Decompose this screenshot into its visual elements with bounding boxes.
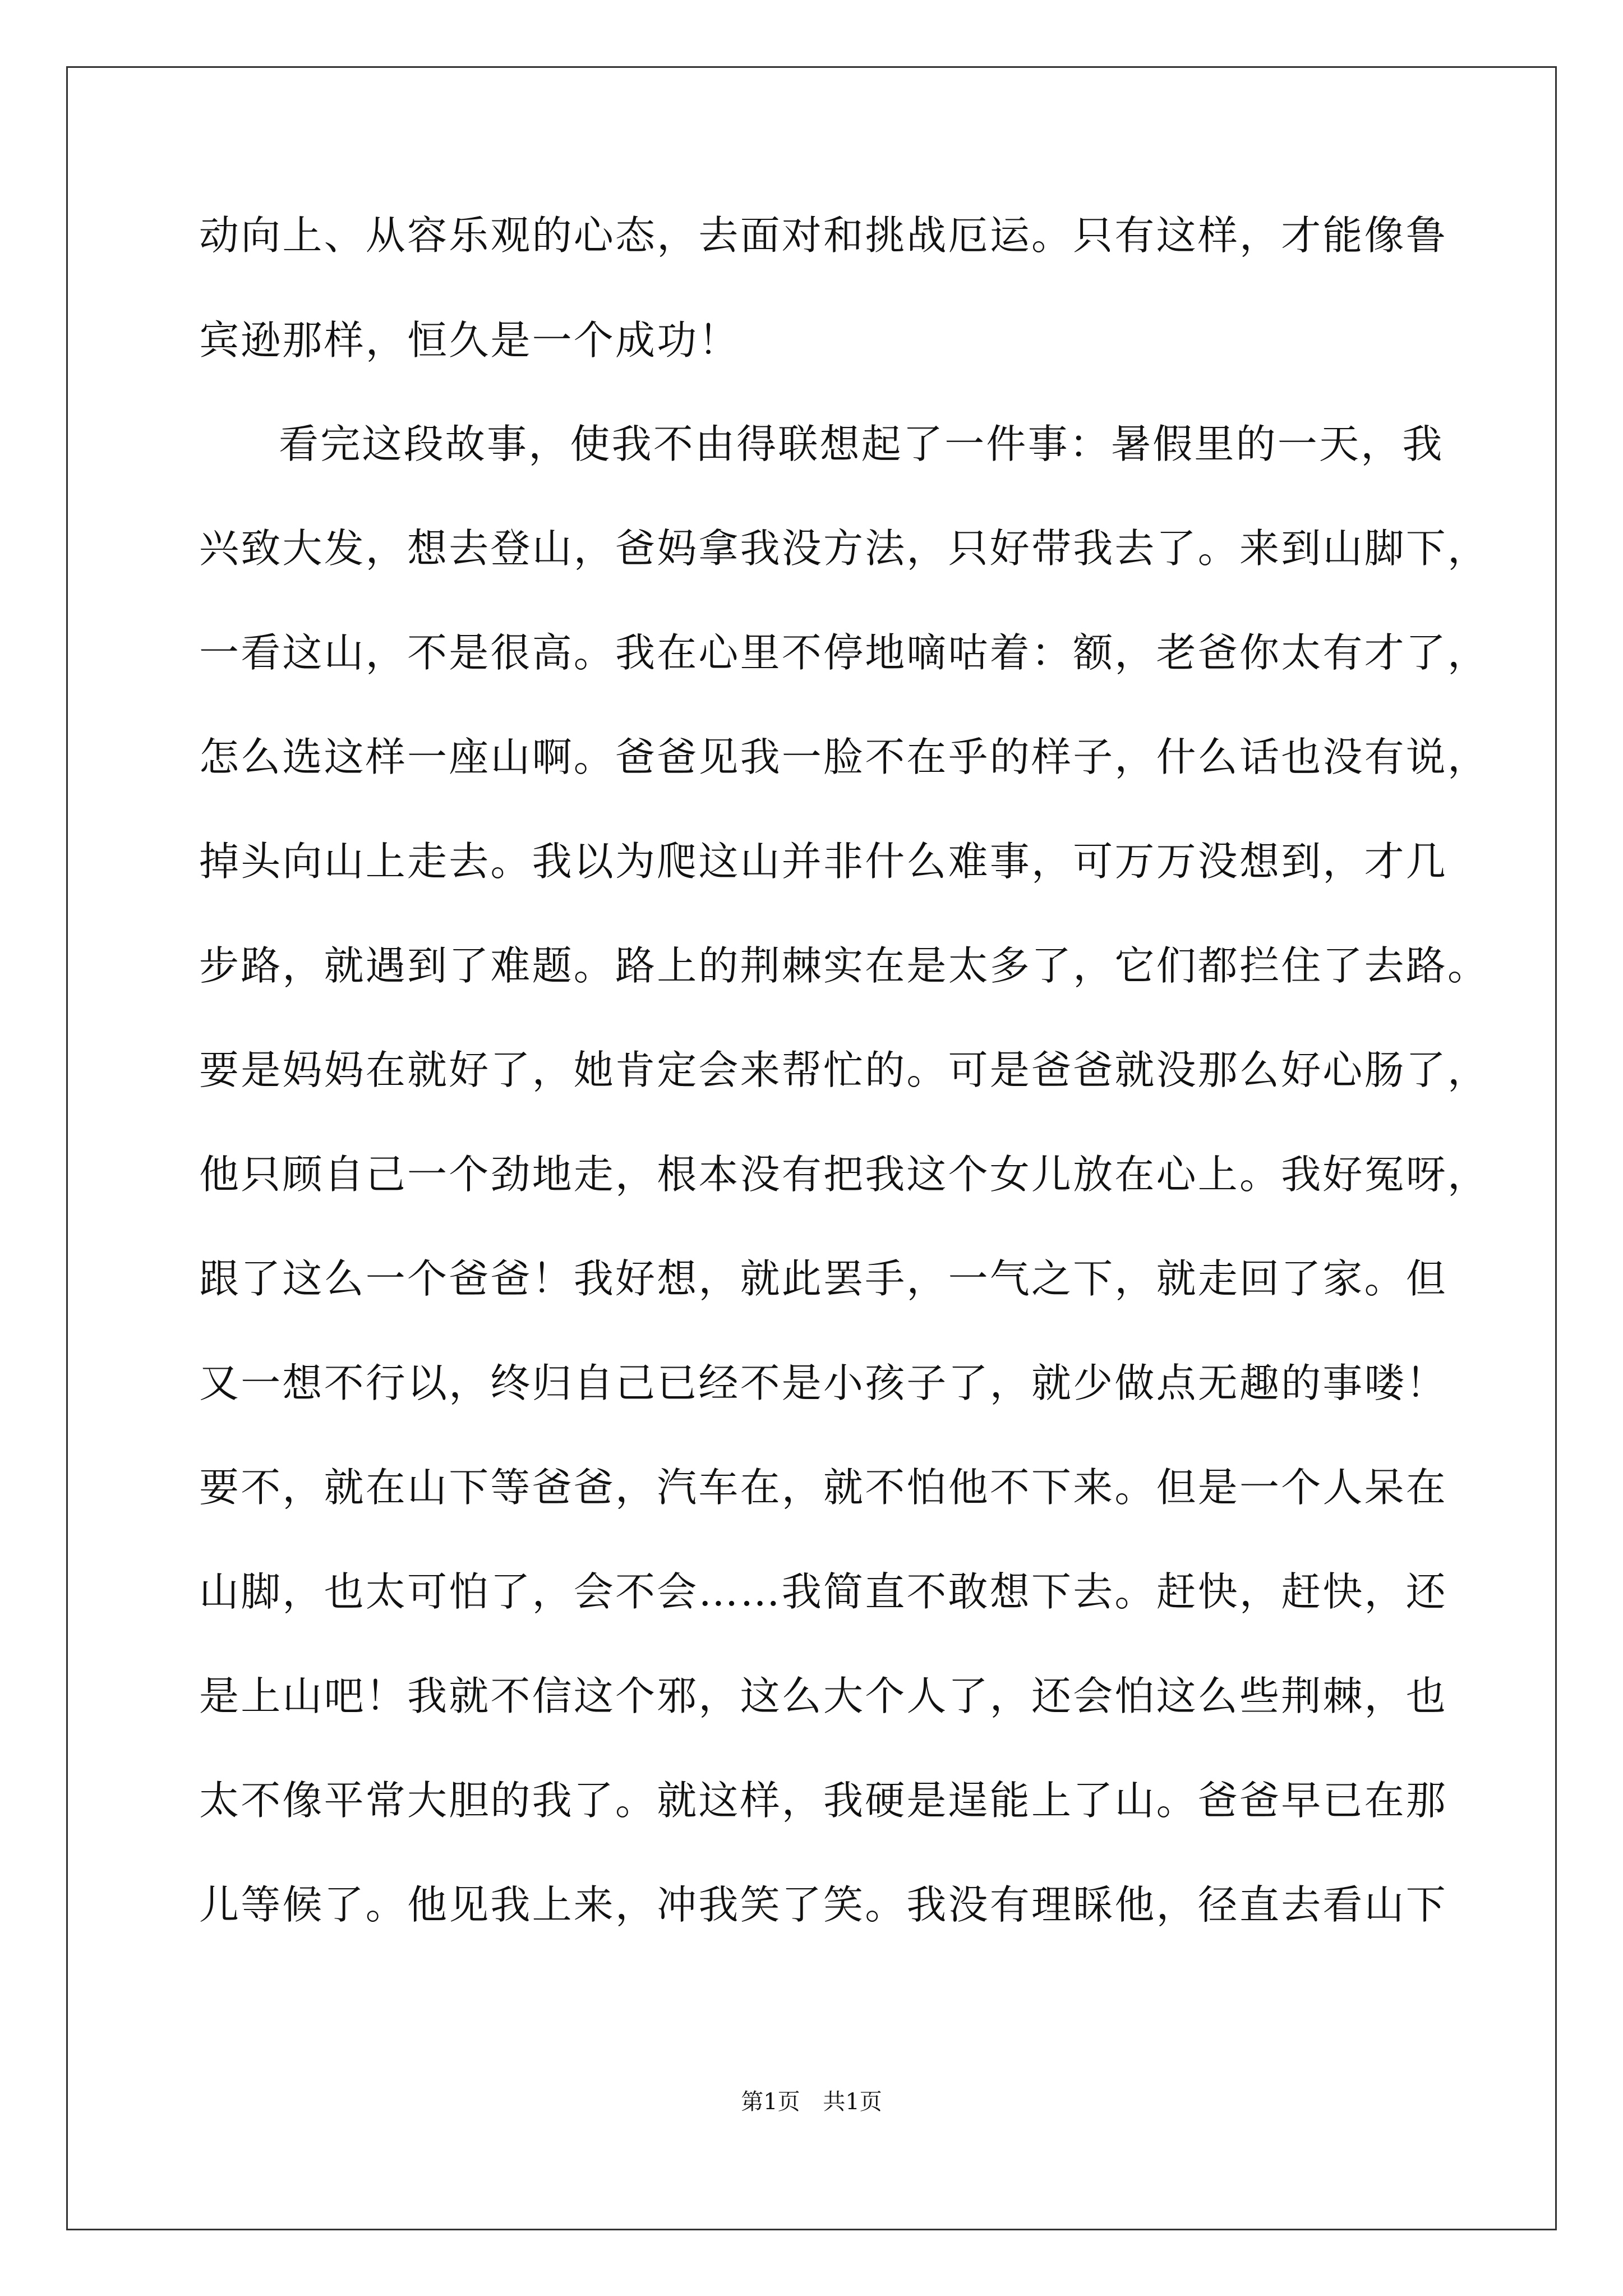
text-line: 一看这山，不是很高。我在心里不停地嘀咕着：额，老爸你太有才了， xyxy=(199,629,1490,676)
text-line: 要不，就在山下等爸爸，汽车在，就不怕他不下来。但是一个人呆在 xyxy=(199,1464,1448,1511)
text-line: 掉头向山上走去。我以为爬这山并非什么难事，可万万没想到，才几 xyxy=(199,838,1448,885)
text-line: 他只顾自己一个劲地走，根本没有把我这个女儿放在心上。我好冤呀， xyxy=(199,1151,1490,1198)
text-line: 步路，就遇到了难题。路上的荆棘实在是太多了，它们都拦住了去路。 xyxy=(199,942,1490,989)
text-line: 看完这段故事，使我不由得联想起了一件事：暑假里的一天，我 xyxy=(279,421,1444,467)
text-line: 兴致大发，想去登山，爸妈拿我没方法，只好带我去了。来到山脚下， xyxy=(199,525,1490,572)
page-footer xyxy=(0,2088,1623,2116)
text-line: 跟了这么一个爸爸！我好想，就此罢手，一气之下，就走回了家。但 xyxy=(199,1255,1448,1302)
page-number: 第1页 xyxy=(741,2089,800,2115)
text-line: 儿等候了。他见我上来，冲我笑了笑。我没有理睬他，径直去看山下 xyxy=(199,1881,1448,1928)
text-line: 宾逊那样，恒久是一个成功！ xyxy=(199,317,740,364)
text-line: 又一想不行以，终归自己已经不是小孩子了，就少做点无趣的事喽！ xyxy=(199,1360,1448,1406)
text-line: 要是妈妈在就好了，她肯定会来帮忙的。可是爸爸就没那么好心肠了， xyxy=(199,1047,1490,1093)
text-line: 动向上、从容乐观的心态，去面对和挑战厄运。只有这样，才能像鲁 xyxy=(199,212,1448,259)
text-line: 山脚，也太可怕了，会不会……我简直不敢想下去。赶快，赶快，还 xyxy=(199,1568,1448,1615)
page-total: 共1页 xyxy=(823,2089,882,2115)
text-line: 是上山吧！我就不信这个邪，这么大个人了，还会怕这么些荆棘，也 xyxy=(199,1673,1448,1719)
text-line: 怎么选这样一座山啊。爸爸见我一脸不在乎的样子，什么话也没有说， xyxy=(199,734,1490,780)
text-line: 太不像平常大胆的我了。就这样，我硬是逞能上了山。爸爸早已在那 xyxy=(199,1777,1448,1824)
